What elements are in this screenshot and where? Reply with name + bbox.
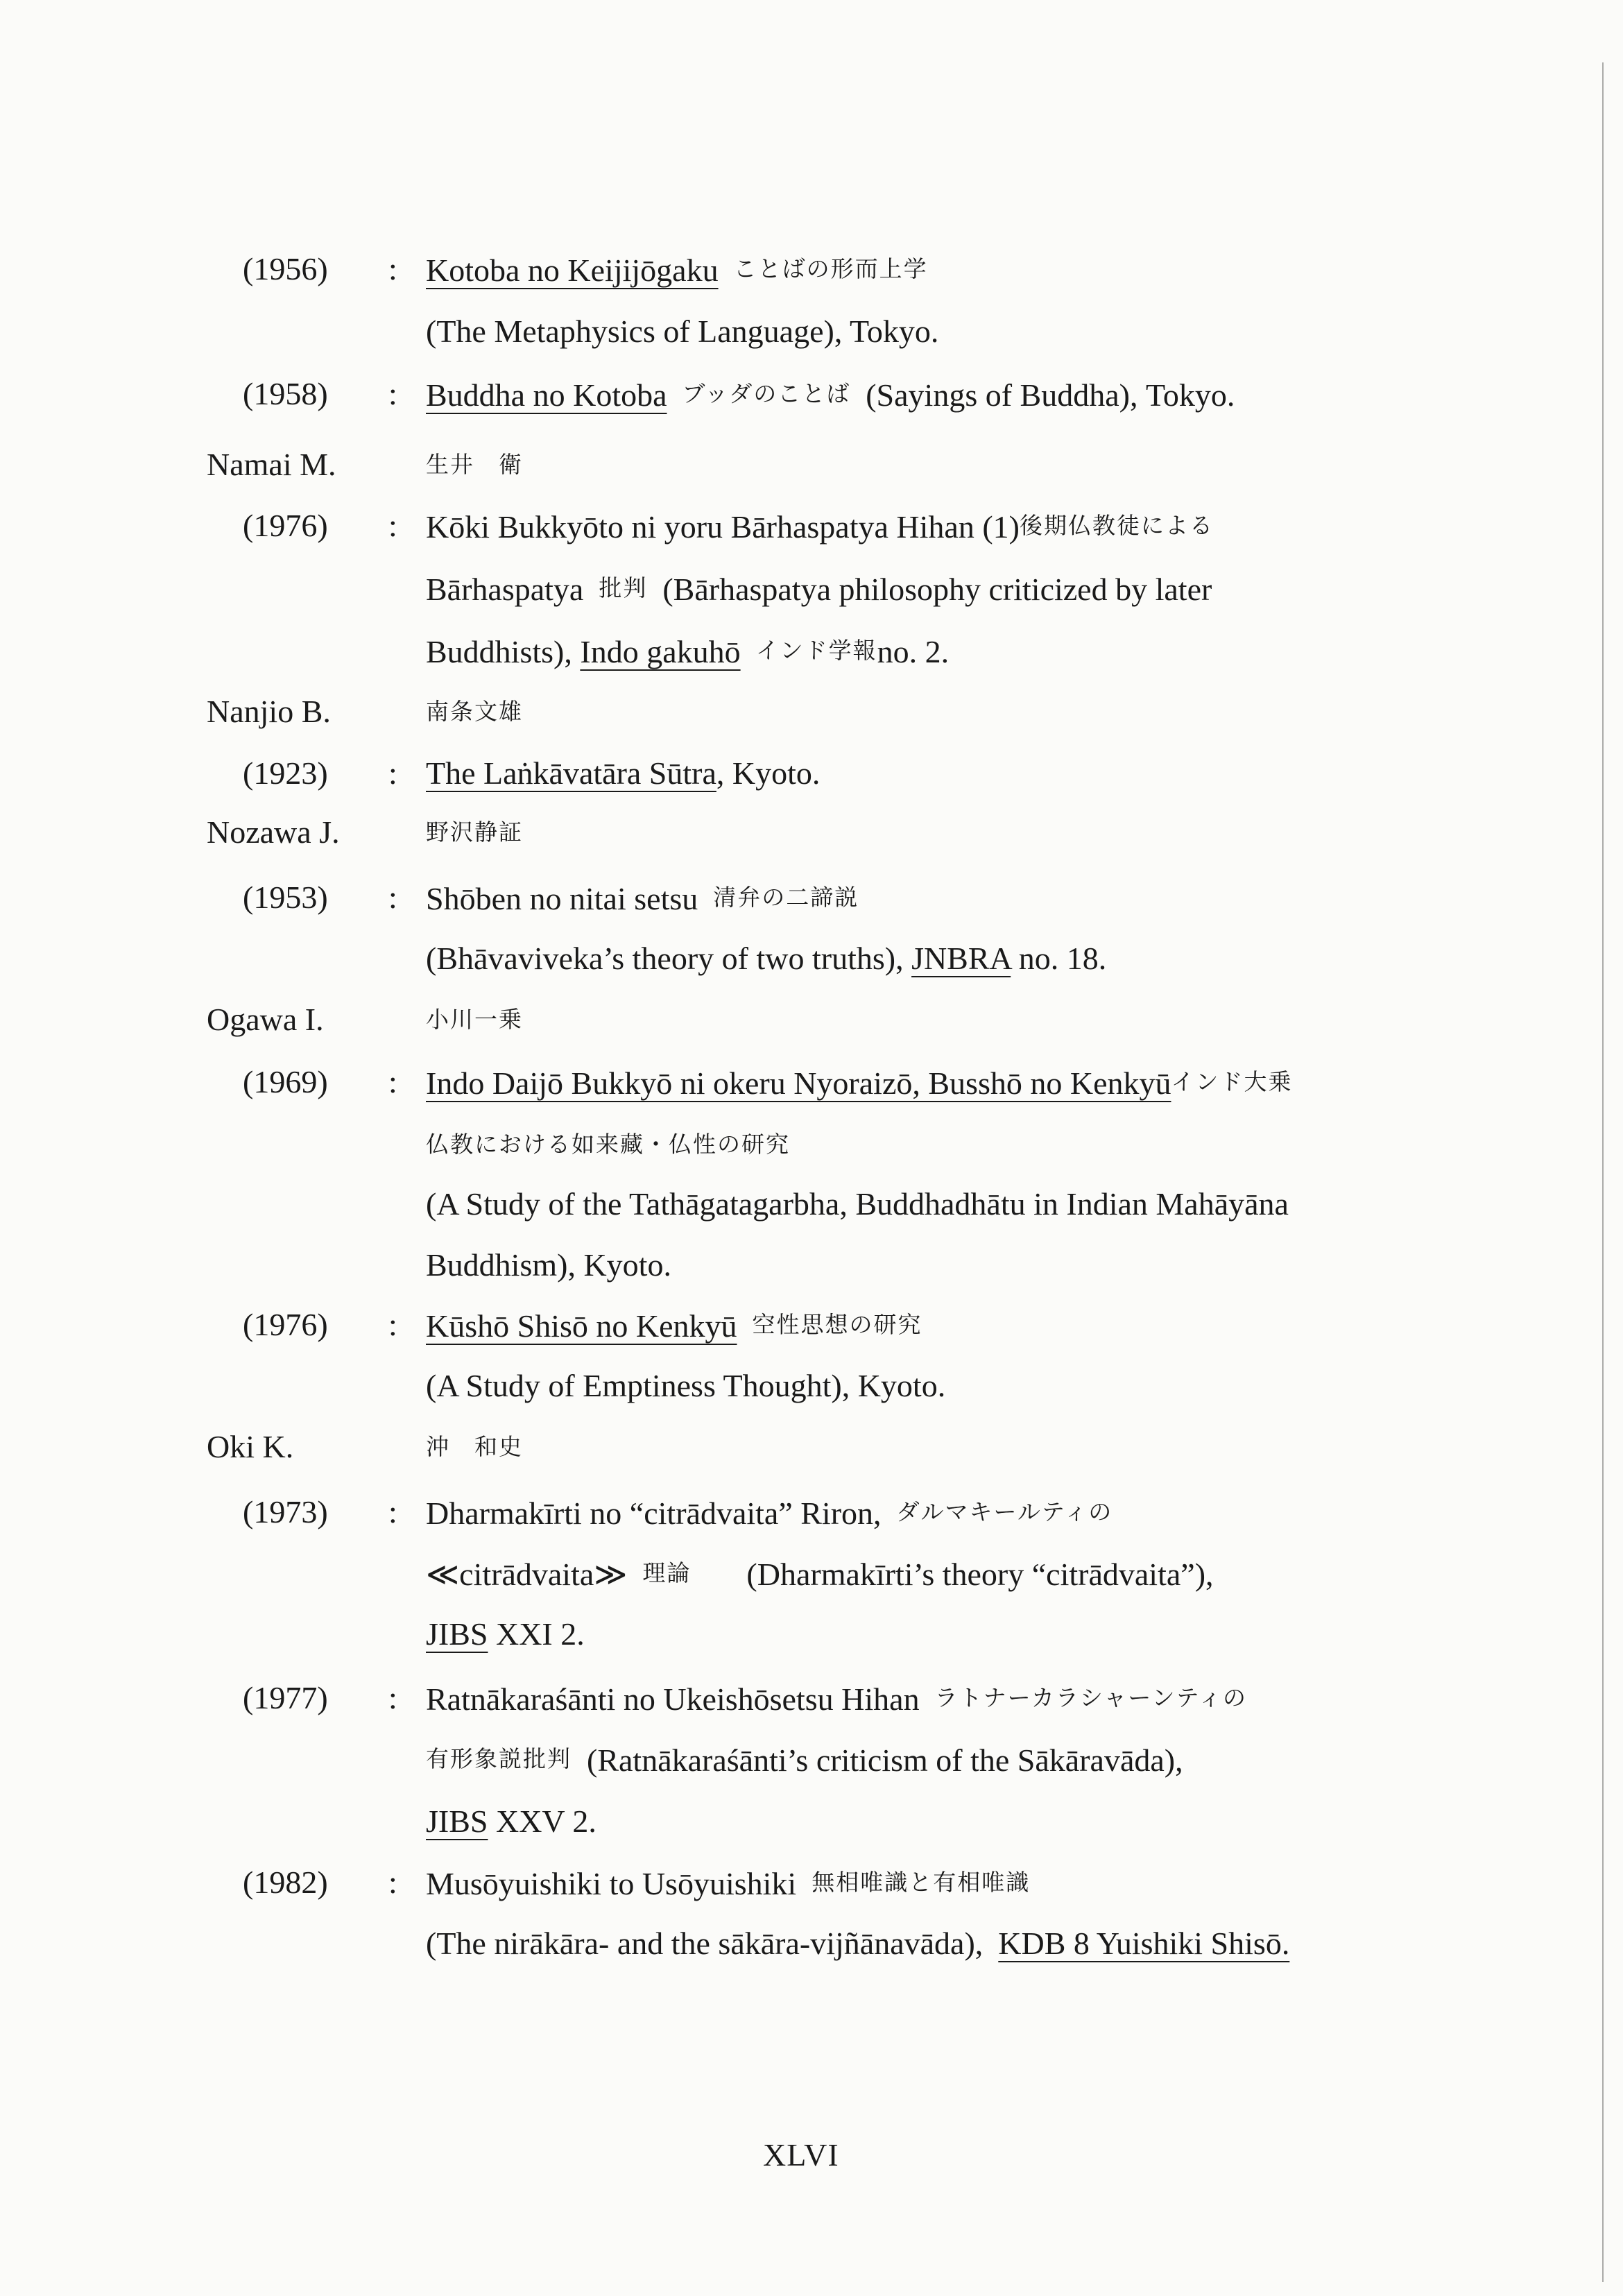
entry-year: (1973): [243, 1494, 328, 1530]
entry-year: (1953): [243, 880, 328, 915]
entry-japanese: インド学報: [755, 637, 877, 664]
entry-line: ≪citrādvaita≫ 理論 (Dharmakīrti’s theory “citrādvaita”),: [426, 1557, 1214, 1592]
entry-year: (1976): [243, 1307, 328, 1342]
entry-title-line: [426, 373, 1235, 416]
entry-japanese: 後期仏教徒による: [1019, 512, 1214, 539]
author-japanese: 沖 和史: [426, 1433, 523, 1460]
entry-colon: :: [388, 251, 397, 286]
journal-name: Indo gakuhō: [580, 634, 741, 669]
entry-year: (1923): [243, 755, 328, 791]
entry-line: [426, 1124, 790, 1167]
entry-title-line: [426, 505, 1214, 548]
entry-colon: :: [388, 1865, 397, 1900]
entry-line: Bārhaspatya 批判 (Bārhaspatya philosophy criticized by later: [426, 572, 1212, 607]
entry-year: (1956): [243, 251, 328, 286]
author-japanese: 野沢静証: [426, 819, 523, 846]
entry-japanese: ラトナーカラシャーンティの: [934, 1684, 1247, 1711]
entry-title: Indo Daijō Bukkyō ni okeru Nyoraizō, Busshō no Kenkyū: [426, 1065, 1171, 1101]
author-japanese: 南条文雄: [426, 698, 523, 725]
entry-year: (1969): [243, 1064, 328, 1099]
entry-japanese: 清弁の二諦説: [713, 884, 859, 911]
entry-title: Kotoba no Keijijōgaku: [426, 252, 719, 288]
page-edge-shadow: [1602, 62, 1608, 2282]
entry-japanese: 空性思想の研究: [752, 1311, 922, 1338]
author-name: Nozawa J.: [207, 814, 340, 850]
entry-year: (1977): [243, 1680, 328, 1715]
entry-title: Dharmakīrti no “citrādvaita” Riron,: [426, 1496, 882, 1531]
entry-title-line: [426, 1061, 1293, 1104]
entry-japanese: インド大乗: [1171, 1068, 1293, 1095]
entry-line: (Bhāvaviveka’s theory of two truths), JNBRA no. 18.: [426, 941, 1107, 976]
journal-name: KDB 8 Yuishiki Shisō.: [998, 1926, 1290, 1961]
entry-line: (The nirākāra- and the sākāra-vijñānavāda), KDB 8 Yuishiki Shisō.: [426, 1926, 1290, 1961]
entry-year: (1958): [243, 376, 328, 411]
entry-title: Shōben no nitai setsu: [426, 881, 698, 916]
author-name: Namai M.: [207, 447, 336, 482]
author-name: Nanjio B.: [207, 694, 331, 729]
entry-colon: :: [388, 1680, 397, 1715]
entry-title-line: [426, 1677, 1247, 1720]
entry-translation: (Sayings of Buddha), Tokyo.: [866, 377, 1235, 413]
entry-title: Kūshō Shisō no Kenkyū: [426, 1308, 737, 1344]
entry-japanese: 無相唯識と有相唯識: [812, 1869, 1031, 1896]
entry-translation: Buddhism), Kyoto.: [426, 1247, 671, 1283]
entry-title: The Laṅkāvatāra Sūtra: [426, 755, 716, 791]
entry-colon: :: [388, 1307, 397, 1342]
entry-title-line: [426, 1491, 1113, 1534]
entry-colon: :: [388, 1064, 397, 1099]
entry-line: 有形象説批判 (Ratnākaraśānti’s criticism of the Sākāravāda),: [426, 1742, 1183, 1778]
entry-colon: :: [388, 755, 397, 791]
entry-japanese: 批判: [599, 574, 648, 601]
entry-title-line: [426, 1304, 922, 1347]
entry-title-line: [426, 1862, 1030, 1905]
author-name: Oki K.: [207, 1429, 294, 1464]
entry-translation: (A Study of the Tathāgatagarbha, Buddhadhātu in Indian Mahāyāna: [426, 1186, 1289, 1222]
entry-japanese: 理論: [642, 1559, 692, 1586]
entry-japanese: ブッダのことば: [682, 380, 851, 407]
entry-translation: (The Metaphysics of Language), Tokyo.: [426, 314, 939, 349]
entry-line: Buddhists), Indo gakuhō インド学報no. 2.: [426, 634, 950, 669]
entry-title-line: [426, 248, 928, 291]
entry-japanese: 有形象説批判: [426, 1745, 572, 1772]
entry-colon: :: [388, 1494, 397, 1530]
entry-japanese: 仏教における如来藏・仏性の研究: [426, 1131, 790, 1158]
entry-translation: (A Study of Emptiness Thought), Kyoto.: [426, 1368, 946, 1403]
page-number: XLVI: [763, 2137, 839, 2173]
entry-colon: :: [388, 880, 397, 915]
author-japanese: 生井 衛: [426, 451, 523, 478]
entry-title: Ratnākaraśānti no Ukeishōsetsu Hihan: [426, 1681, 920, 1717]
entry-colon: :: [388, 508, 397, 543]
journal-name: JIBS: [426, 1616, 488, 1652]
entry-title: Kōki Bukkyōto ni yoru Bārhaspatya Hihan (1): [426, 509, 1020, 545]
entry-year: (1976): [243, 508, 328, 543]
journal-name: JNBRA: [911, 941, 1011, 976]
author-japanese: 小川一乗: [426, 1006, 523, 1033]
entry-japanese: ことばの形而上学: [733, 255, 928, 282]
entry-year: (1982): [243, 1865, 328, 1900]
journal-name: JIBS: [426, 1804, 488, 1839]
entry-line: JIBS XXV 2.: [426, 1804, 596, 1839]
entry-title-line: [426, 877, 859, 920]
author-name: Ogawa I.: [207, 1002, 324, 1037]
entry-title: Buddha no Kotoba: [426, 377, 667, 413]
entry-line: JIBS XXI 2.: [426, 1616, 585, 1652]
entry-title-line: The Laṅkāvatāra Sūtra, Kyoto.: [426, 755, 821, 791]
entry-japanese: ダルマキールティの: [896, 1498, 1113, 1525]
entry-colon: :: [388, 376, 397, 411]
entry-title: Musōyuishiki to Usōyuishiki: [426, 1866, 797, 1901]
